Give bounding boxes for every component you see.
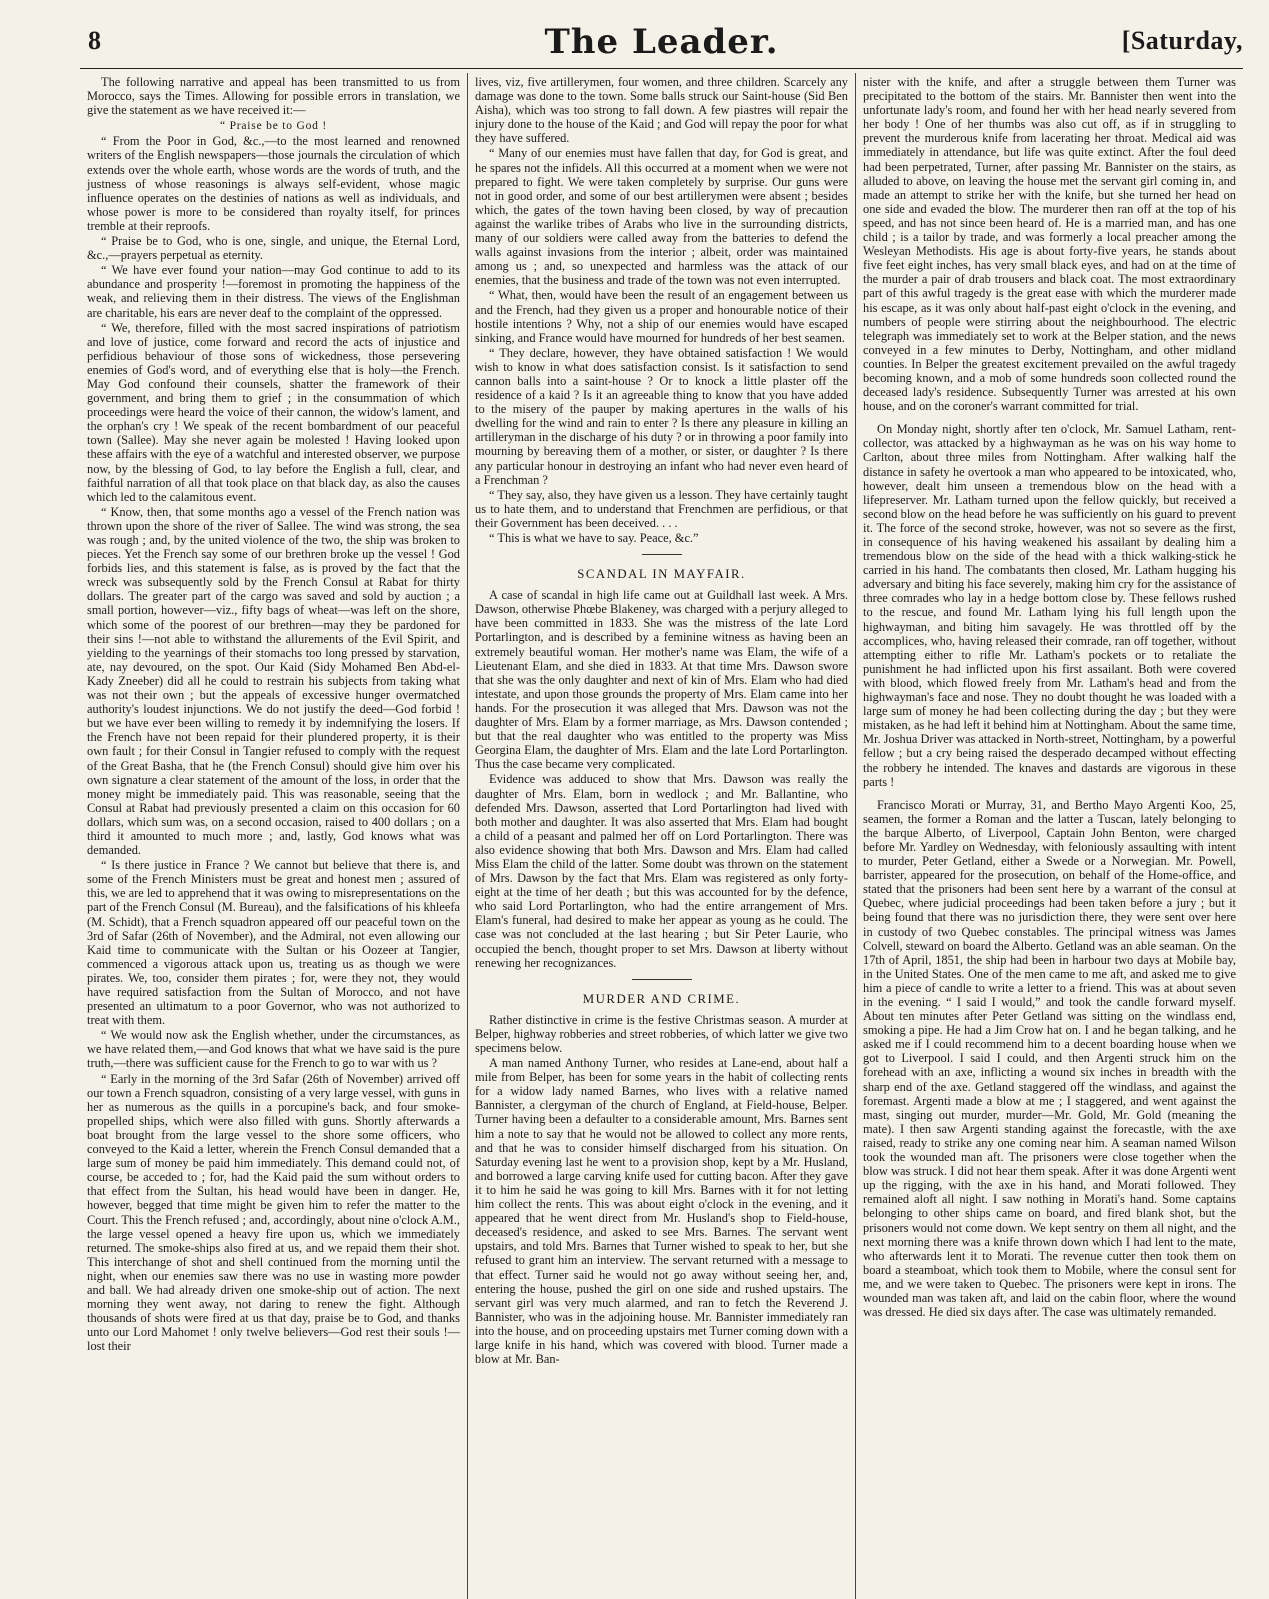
section-divider [642,554,682,555]
paragraph: “ Know, then, that some months ago a vessel of the French nation was thrown upon the shore of the river of Sallee. The wind was strong, the sea was rough ; and, by the united violence of the two, the ship was broken to pieces. Yet the French say some of our brethren broke up the vessel ! God forbids lies, and this statement is false, as is proved by the fact that the wreck was subsequently sold by the French Consul at Rabat for thirty dollars. The greater part of the cargo was saved and sold by auction ; a small portion, however—viz., fifty bags of wheat—was left on the shore, which some of the poorest of our brethren—may they be pardoned for their sins !—not able to withstand the allurements of the Evil Spirit, and yielding to the yearnings of their stomachs too long pressed by starvation, ate, nay devoured, on the spot. Our Kaid (Sidy Mohamed Ben Abd-el-Kady Zneeber) did all he could to restrain his subjects from taking what was not their own ; but the appeals of excessive hunger overmatched authority's loudest injunctions. We do not justify the deed—God forbid ! but we have ever been willing to remedy it by indemnifying the losers. If the French have not been repaid for their plundered property, it is their own fault ; for their Consul in Tangier refused to comply with the request of the Great Basha, that he (the French Consul) should give him over his own signature a clear statement of the amount of the loss, in order that the money might be immediately paid. This was reasonable, seeing that the Consul at Rabat had previously presented a claim on this occasion for 60 dollars, which sum was, on a second occasion, raised to 400 dollars ; on a third it amounted to much more ; and, lastly, God knows what was demanded. [87,504,460,858]
paragraph: “ Early in the morning of the 3rd Safar (26th of November) arrived off our town a French squadron, consisting of a very large vessel, with guns in her as numerous as the quills in a porcupine's back, and four smoke-propelled ships, which were also filled with guns. Shortly afterwards a boat brought from the large vessel to the shore some officers, who conveyed to the Kaid a letter, wherein the French Consul demanded that a large sum of money be paid him immediately. This demand could not, of course, be acceded to ; for, had the Kaid paid the sum without orders to that effect from the Sultan, his head would have been in danger. He, however, begged that time might be given him to refer the matter to the Court. This the French refused ; and, accordingly, about nine o'clock A.M., the large vessel opened a heavy fire upon us, which we immediately returned. The smoke-ships also fired at us, and we repaid them their shot. This interchange of shot and shell continued from the morning until the night, when our enemies saw there was no use in wasting more powder and ball. We had already driven one smoke-ship out of action. The next morning they went away, not daring to renew the fight. Although thousands of shots were fired at us that day, praise be to God, and thanks unto our Lord Mahomet ! only twelve believers—God rest their souls !—lost their [87,1071,460,1354]
paragraph: “ They declare, however, they have obtained satisfaction ! We would wish to know in what does satisfaction consist. Is it satisfaction to send cannon balls into a saint-house ? Or to knock a little plaster off the residence of a kaid ? Is it an agreeable thing to know that you have added to the misery of the pauper by making apertures in the walls of his dwelling for the wind and rain to enter ? Is there any pleasure in killing an artilleryman in the discharge of his duty ? or in throwing a poor family into mourning by bereaving them of a mother, or sister, or daughter ? Is there any particular honour in destroying an infant who had never even heard of a Frenchman ? [475,345,848,487]
paragraph: “ We have ever found your nation—may God continue to add to its abundance and prosperity !—foremost in promoting the happiness of the weak, and relieving them in their distress. The views of the Englishman are charitable, his ears are never deaf to the complaint of the oppressed. [87,263,460,320]
paragraph: Rather distinctive in crime is the festive Christmas season. A murder at Belper, highway robberies and street robberies, of which latter we give two specimens below. [475,1012,848,1055]
paragraph: “ Many of our enemies must have fallen that day, for God is great, and he spares not the infidels. All this occurred at a moment when we were not prepared to fight. We were taken completely by surprise. Our guns were not in good order, and some of our best artillerymen were absent ; besides which, the gates of the town having been closed, by way of precaution against the warlike tribes of Arabs who live in the surrounding districts, many of our soldiers were called away from the batteries to defend the walls against invasions from the interior ; albeit, order was maintained among us ; and, so unexpected and harmless was the attack of our enemies, that the business and trade of the town was not even interrupted. [475,146,848,288]
article-columns [80,73,1243,1599]
paragraph: “ They say, also, they have given us a lesson. They have certainly taught us to hate them, and to understand that Frenchmen are perfidious, or that their Government has been deceived. . . . [475,487,848,530]
masthead [80,22,1243,69]
paragraph: On Monday night, shortly after ten o'clock, Mr. Samuel Latham, rent-collector, was attacked by a highwayman as he was on his way home to Carlton, about three miles from Nottingham. After walking half the distance in safety he overtook a man who appeared to be intoxicated, who, however, dealt him unseen a tremendous blow on the head with a lifepreserver. Mr. Latham turned upon the fellow quickly, but received a second blow on the head before he was sufficiently on his guard to prevent it. The force of the second stroke, however, was not so severe as the first, in consequence of his having weakened his assailant by dealing him a tremendous blow on the side of the head with a thick walking-stick he carried in his hand. The combatants then closed, Mr. Latham hugging his adversary and biting his face severely, making him cry for the assistance of three comrades who lay in a hedge bottom close by. These fellows rushed to the rescue, and found Mr. Latham lying his full length upon the highwayman, and biting him savagely. He was throttled off by the accomplices, who, having released their comrade, ran off together, without attempting either to rifle Mr. Latham's pockets or to retaliate the punishment he had inflicted upon his first assailant. Both were covered with blood, which flowed freely from Mr. Latham's head and from the highwayman's face and nose. They no doubt thought he was loaded with a large sum of money he had been collecting during the day ; but they were mistaken, as he had left it behind him at Nottingham. About the same time, Mr. Joshua Driver was attacked in North-street, Nottingham, by a powerful fellow ; but a cry being raised the desperado decamped without effecting the robbery he intended. The knaves and dastards are vigorous in these parts ! [863,422,1236,789]
paragraph: “ From the Poor in God, &c.,—to the most learned and renowned writers of the English newspapers—those journals the circulation of which extends over the whole earth, whose words are the words of truth, and the justness of whose reasonings is always self-evident, whose magic influence operates on the destinies of nations as well as individuals, and whose power is more to be considered than royalty itself, for princes tremble at their reproofs. [87,134,460,233]
page-number: 8 [88,26,101,55]
paragraph: Evidence was adduced to show that Mrs. Dawson was really the daughter of Mrs. Elam, born in wedlock ; and Mr. Ballantine, who defended Mrs. Dawson, asserted that Lord Portarlington had lived with both mother and daughter. It was also asserted that Mrs. Elam had bought a child of a peasant and palmed her off on Lord Portarlington. There was also evidence showing that both Mrs. Dawson and Mrs. Elam had called Miss Elam the child of the latter. Some doubt was thrown on the statement of Mrs. Dawson by the fact that Mrs. Elam was registered as only forty-eight at the time of her death ; but this was accounted for by the defence, who said Lord Portarlington, who had the entire arrangement of Mrs. Elam's funeral, had desired to make her appear as young as he could. The case was not concluded at the last hearing ; but Sir Peter Laurie, who occupied the bench, thought proper to set Mrs. Dawson at liberty without renewing her recognizances. [475,772,848,970]
newspaper-title: The Leader. [544,22,779,62]
scandal-heading: SCANDAL IN MAYFAIR. [577,567,746,582]
paragraph: “ We would now ask the English whether, under the circumstances, as we have related them,—and God knows that what we have said is the pure truth,—there was sufficient cause for the French to go to war with us ? [87,1028,460,1071]
murder-heading: MURDER AND CRIME. [582,991,741,1006]
paragraph: “ We, therefore, filled with the most sacred inspirations of patriotism and love of justice, come forward and record the acts of injustice and perfidious behaviour of those sons of wickedness, those persevering enemies of God's word, and of everything else that is holy—the French. May God confound their counsels, shatter the framework of their government, and bring them to grief ; in the consummation of which proceedings were heard the voice of their cannon, the widow's lament, and the orphan's cry ! We speak of the recent bombardment of our peaceful town (Sallee). May she never again be molested ! Having looked upon these affairs with the eye of a watchful and interested observer, we purpose now, by the blessing of God, to lay before the English a full, clear, and faithful narration of all that took place on that black day, as also the causes which led to the calamitous event. [87,320,460,504]
paragraph: nister with the knife, and after a struggle between them Turner was precipitated to the bottom of the stairs. Mr. Bannister then went into the unfortunate lady's room, and found her with her head nearly severed from her body ! One of her thumbs was also cut off, as if in struggling to prevent the murderous knife from lacerating her throat. Medical aid was immediately in attendance, but life was quite extinct. After the foul deed had been perpetrated, Turner, after passing Mr. Bannister on the stairs, as alluded to above, on leaving the house met the servant girl coming in, and made an attempt to strike her with the knife, but she turned her head on one side and evaded the blow. The murderer then ran off at the top of his speed, and has not since been heard of. He is a married man, and has one child ; is a tailor by trade, and was formerly a local preacher among the Wesleyan Methodists. His age is about forty-five years, he stands about five feet eight inches, has very small black eyes, and had on at the time of the murder a pair of drab trousers and black coat. The most extraordinary part of this awful tragedy is the great ease with which the murderer made his escape, as it was only about half-past eight o'clock in the evening, and numbers of people were stirring about the neighbourhood. The electric telegraph was immediately set to work at the Belper station, and the news conveyed in a few minutes to Derby, Nottingham, and other midland counties. In Belper the greatest excitement prevailed on the awful tragedy becoming known, and a mob of some hundreds soon collected round the deceased lady's residence. Subsequently Turner was arrested at his own house, and on the coroner's warrant committed for trial. [863,75,1236,414]
morocco-subheading: “ Praise be to God ! [219,120,328,133]
paragraph: “ What, then, would have been the result of an engagement between us and the French, had they given us a proper and honourable notice of their hostile intentions ? Why, not a ship of our enemies would have escaped sinking, and France would have mourned for hundreds of her best seamen. [475,288,848,345]
section-divider [632,979,692,980]
morocco-intro: The following narrative and appeal has been transmitted to us from Morocco, says the Times. Allowing for possible errors in translation, we give the statement as we have received it:— [87,75,460,118]
paragraph: A case of scandal in high life came out at Guildhall last week. A Mrs. Dawson, otherwise Phœbe Blakeney, was charged with a perjury alleged to have been committed in 1833. She was the mistress of the late Lord Portarlington, and is described by a feminine witness as having been an extremely beautiful woman. Her mother's name was Elam, the wife of a Lieutenant Elam, and she died in 1833. At that time Mrs. Dawson swore that she was the only daughter and next of kin of Mrs. Elam who had died intestate, and upon those grounds the property of Mrs. Elam came into her hands. For the prosecution it was alleged that Mrs. Dawson was not the daughter of Mrs. Elam by a former marriage, as Mrs. Dawson contended ; but that the real daughter who was entitled to the property was Miss Georgina Elam, the daughter of Mrs. Elam and the late Lord Portarlington. Thus the case became very complicated. [475,588,848,772]
issue-day: [Saturday, [1121,26,1243,55]
column-1 [80,73,467,1599]
paragraph: A man named Anthony Turner, who resides at Lane-end, about half a mile from Belper, has been for some years in the habit of collecting rents for a widow lady named Barnes, who lives with a relative named Bannister, a clergyman of the church of England, at Field-house, Belper. Turner having been a defaulter to a considerable amount, Mrs. Barnes sent him a note to say that he would not be allowed to collect any more rents, and that he was to consider himself discharged from his situation. On Saturday evening last he went to a provision shop, kept by a Mr. Husland, and borrowed a large carving knife used for cutting bacon. After they gave it to him he said he was going to kill Mrs. Barnes with it for not letting him collect the rents. This was about eight o'clock in the evening, and it appeared that he went direct from Mr. Husland's shop to Field-house, deceased's residence, and asked to see Mrs. Barnes. The servant went upstairs, and told Mrs. Barnes that Turner wished to speak to her, but she refused to grant him an interview. The servant returned with a message to that effect. Turner said he would not go away without seeing her, and, entering the house, pushed the girl on one side and rushed upstairs. The servant girl was very much alarmed, and ran to fetch the Reverend J. Bannister, who was in the adjoining house. Mr. Bannister immediately ran into the house, and on proceeding upstairs met Turner coming down with a large knife in his hand, which was covered with blood. Turner made a blow at Mr. Ban- [475,1056,848,1367]
paragraph: “ This is what we have to say. Peace, &c.” [489,531,699,545]
column-3 [855,73,1243,1599]
column-2 [467,73,855,1599]
paragraph: “ Is there justice in France ? We cannot but believe that there is, and some of the French Ministers must be great and honest men ; assured of this, we are led to apprehend that it was owing to misrepresentations on the part of the French Consul (M. Bureau), and the falsifications of his khleefa (M. Schidt), that a French squadron appeared off our peaceful town on the 3rd of Safar (26th of November), and the Admiral, not even allowing our Kaid time to communicate with the Sultan or his Oozeer at Tangier, commenced a vigorous attack upon us, treating us as though we were pirates. We, too, consider them pirates ; for, were they not, they would have required satisfaction from the Sultan of Morocco, and not have presented an ultimatum to a poor Governor, who was not authorized to treat with them. [87,858,461,1028]
paragraph: “ Praise be to God, who is one, single, and unique, the Eternal Lord, &c.,—prayers perpetual as eternity. [87,234,460,263]
paragraph: Francisco Morati or Murray, 31, and Bertho Mayo Argenti Koo, 25, seamen, the former a Roman and the latter a Tuscan, lately belonging to the barque Alberto, of Liverpool, Captain John Benton, were charged before Mr. Yardley on Wednesday, with feloniously assaulting with intent to murder, Peter Getland, either a Swede or a Norwegian. Mr. Powell, barrister, appeared for the prosecution, on behalf of the Home-office, and stated that the prisoners had been sent here by a warrant of the consul at Quebec, where judicial proceedings had been taken before a jury ; but it being found that there was no jurisdiction there, they were sent over here in custody of two Quebec constables. The principal witness was James Colvell, steward on board the Alberto. Getland was an able seaman. On the 17th of April, 1851, the ship had been in harbour two days at Mobile bay, in the United States. One of the men came to me aft, and asked me to give him a piece of candle to write a letter to a friend. This was at about seven in the evening. “ I said I would,” and took the candle forward myself. About ten minutes after Peter Getland was sitting on the windlass end, smoking a pipe. He had a Jim Crow hat on. I and he began talking, and he asked me if I could recommend him to a decent boarding house when we got to Liverpool. I said I could, and then Argenti struck him on the forehead with an axe, inflicting a wound six inches in breadth with the sharp end of the axe. Getland staggered off the windlass, and against the foremast. Argenti made a blow at me ; I staggered, and went against the mast, singing out murder, murder—Mr. Gold, Mr. Gold (meaning the mate). I then saw Argenti standing against the forecastle, with the axe raised, ready to strike any one coming near him. A seaman named Wilson took the wounded man aft. The prisoners were close together when the blow was struck. I did not hear them speak. After it was done Argenti went up the rigging, with the axe in his hand, and Morati followed. They remained aloft all night. I saw nothing in Morati's hand. Some captains belonging to other ships came on board, and fired blank shot, but the prisoners would not come down. We kept sentry on them all night, and the next morning there was a knife thrown down which I had lent to the mate, who afterwards lent it to Morati. The revenue cutter then took them on board a steamboat, which took them to Mobile, where the consul sent for me, and we were taken to Quebec. The prisoners were kept in irons. The wounded man was taken aft, and laid on the cabin floor, where the wound was dressed. He died six days after. The case was ultimately remanded. [863,797,1236,1320]
paragraph: lives, viz, five artillerymen, four women, and three children. Scarcely any damage was done to the town. Some balls struck our Saint-house (Sid Ben Aisha), which was too strong to fall down. A few piastres will repair the injury done to the house of the Kaid ; and God will repay the poor for what they have suffered. [475,75,848,146]
